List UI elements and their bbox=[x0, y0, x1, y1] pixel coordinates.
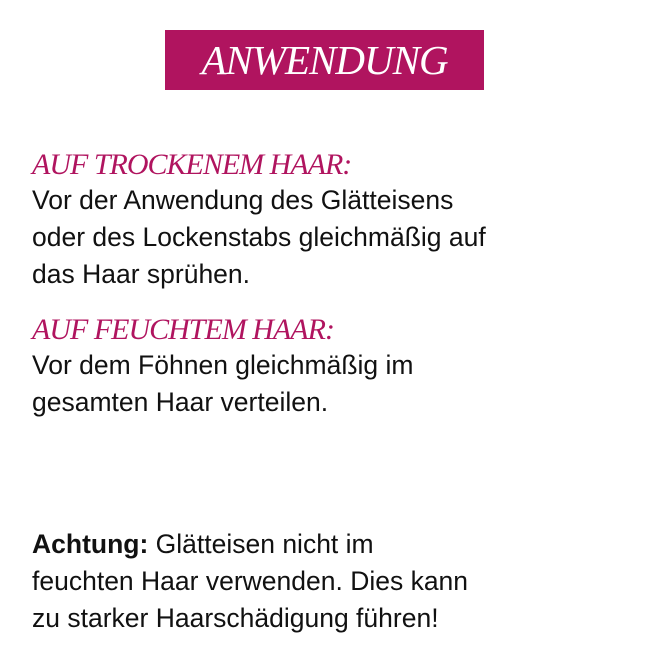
section-heading-dry-hair: AUF TROCKENEM HAAR: bbox=[32, 148, 352, 181]
section-text-dry-hair: Vor der Anwendung des Glätteisens oder des Lockenstabs gleichmäßig auf das Haar sprühen. bbox=[32, 185, 486, 289]
section-text-wet-hair: Vor dem Föhnen gleichmäßig im gesamten Haar verteilen. bbox=[32, 350, 414, 417]
section-dry-hair bbox=[32, 148, 622, 293]
page-title: ANWENDUNG bbox=[201, 36, 448, 83]
section-heading-wet-hair: AUF FEUCHTEM HAAR: bbox=[32, 313, 334, 346]
warning-label: Achtung: bbox=[32, 529, 149, 559]
warning-note bbox=[32, 526, 622, 637]
title-banner bbox=[165, 30, 484, 90]
section-wet-hair bbox=[32, 313, 622, 421]
warning-text: Glätteisen nicht im feuchten Haar verwenden. Dies kann zu starker Haarschädigung führen! bbox=[32, 529, 469, 633]
